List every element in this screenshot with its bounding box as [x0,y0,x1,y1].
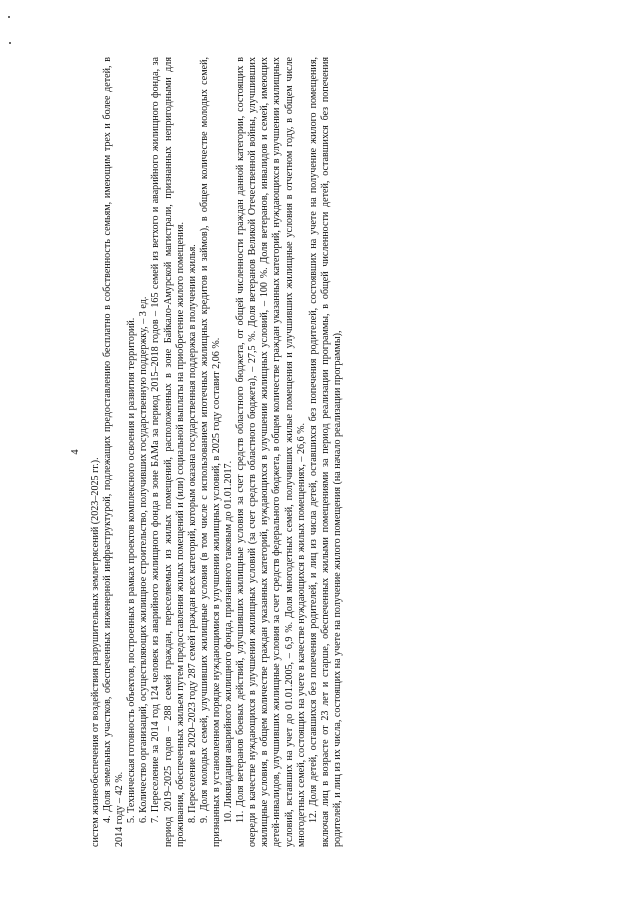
paragraph-item-12: 12. Доля детей, оставшихся без попечения родителей, и лиц из числа детей, оставшихся без попечения родителей, состоявших на учете на получение жилого помещения, включая лиц в возрасте от 23 лет и старше, обеспеченных жилыми помещениями за период реализации программы, в общей численности детей, оставшихся без попечения родителей, и лиц из их числа, состоящих на учете на получение жилого помещения (на начало реализации программы), [307,57,343,847]
paragraph-item-9: 9. Доля молодых семей, улучшивших жилищные условия (в том числе с использованием ипотечных жилищных кредитов и займов), в общем количестве молодых семей, признанных в установленном порядке нуждающимися в улучшении жилищных условий, в 2025 году составит 2,06 %. [198,57,222,847]
paragraph-continuation: систем жизнеобеспечения от воздействия разрушительных землетрясений (2023–2025 гг.). [90,457,101,847]
paragraph-item-6: 6. Количество организаций, осуществляющих жилищное строительство, получивших государственную поддержку, – 3 ед. [138,296,150,823]
page-number: 4 [70,449,81,455]
paragraph-item-10: 10. Ликвидация аварийного жилищного фонда, признанного таковым до 01.01.2017. [223,460,235,823]
paragraph-item-8: 8. Переселение в 2020–2023 году 287 семей граждан всех категорий, которым оказана государственная поддержка в получении жилья. [186,244,198,823]
paragraph-item-11: 11. Доля ветеранов боевых действий, улучшивших жилищные условия за счет средств областного бюджета, от общей численности граждан данной категории, состоящих в очереди в качестве нуждающихся в улучшении жилищных условий (за счет средств областного бюджета), – 27,5 %. Доля ветеранов Великой Отечественной войны, улучшивших жилищные условия, в общем количестве граждан указанных категорий, нуждающихся в улучшении жилищных условий, – 100 %. Доля ветеранов, инвалидов и семей, имеющих детей-инвалидов, улучшивших жилищные условия за счет средств федерального бюджета, в общем количестве граждан указанных категорий, нуждающихся в улучшении жилищных условий, вставших на учет до 01.01.2005, – 6,9 %. Доля многодетных семей, получивших жилые помещения и улучшивших жилищные условия в отчетном году, в общем числе многодетных семей, состоящих на учете в качестве нуждающихся в жилых помещениях, – 26,6 %. [235,57,307,847]
paragraph-item-4: 4. Доля земельных участков, обеспеченных инженерной инфраструктурой, подлежащих предоставлению бесплатно в собственность семьям, имеющим трех и более детей, в 2014 году – 42 %. [102,57,126,847]
rotated-text-block [70,57,570,847]
scan-speck [9,42,11,44]
document-body [90,57,344,847]
scan-speck [8,16,10,18]
paragraph-item-7: 7. Переселение за 2014 год 124 человек из аварийного жилищного фонда в зоне БАМа за период 2015–2018 годов – 165 семей из ветхого и аварийного жилищного фонда, за период 2019–2025 годов – 288 семей граждан, переселяемых из жилых помещений, расположенных в зоне Байкало-Амурской магистрали, признанных непригодными для проживания, обеспеченных жильем путем предоставления жилых помещений и (или) социальной выплаты на приобретение жилого помещения. [150,57,186,847]
paragraph-item-5: 5. Техническая готовность объектов, построенных в рамках проектов комплексного освоения и развития территорий. [126,317,138,823]
